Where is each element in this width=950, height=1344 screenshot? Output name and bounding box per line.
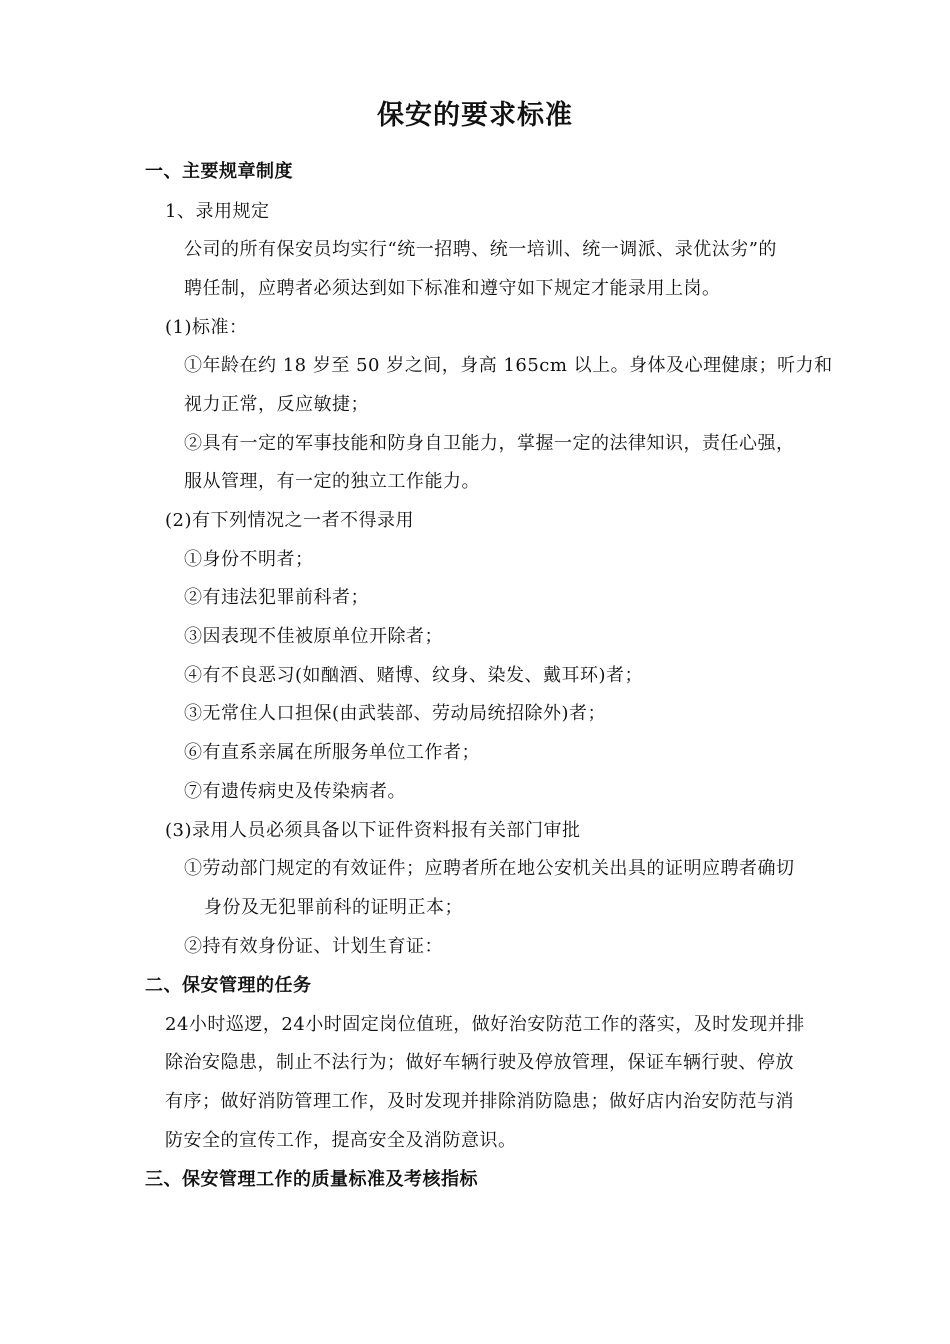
clause-label: (2)有下列情况之一者不得录用	[165, 510, 414, 531]
section-heading-2: 二、保安管理的任务	[145, 975, 312, 996]
paragraph-line: 防安全的宣传工作，提高安全及消防意识。	[165, 1130, 517, 1151]
list-item: ②有违法犯罪前科者；	[184, 587, 369, 608]
list-item-continuation: 服从管理，有一定的独立工作能力。	[184, 471, 480, 492]
list-item: ③因表现不佳被原单位开除者；	[184, 626, 443, 647]
clause-label: (3)录用人员必须具备以下证件资料报有关部门审批	[165, 820, 581, 841]
list-item: ⑦有遗传病史及传染病者。	[184, 781, 406, 802]
paragraph-line: 24小时巡逻，24小时固定岗位值班，做好治安防范工作的落实，及时发现并排	[165, 1014, 805, 1035]
paragraph-line: 有序；做好消防管理工作，及时发现并排除消防隐患；做好店内治安防范与消	[165, 1091, 794, 1112]
subsection-heading: 1、录用规定	[165, 201, 270, 222]
list-item: ⑥有直系亲属在所服务单位工作者；	[184, 742, 480, 763]
list-item: ②具有一定的军事技能和防身自卫能力，掌握一定的法律知识，责任心强，	[184, 433, 795, 454]
list-item: ④有不良恶习(如酗酒、赌博、纹身、染发、戴耳环)者；	[184, 665, 644, 686]
paragraph-line: 除治安隐患，制止不法行为；做好车辆行驶及停放管理，保证车辆行驶、停放	[165, 1052, 794, 1073]
list-item: ①劳动部门规定的有效证件；应聘者所在地公安机关出具的证明应聘者确切	[184, 858, 795, 879]
list-item-continuation: 身份及无犯罪前科的证明正本；	[204, 897, 463, 918]
list-item: ①年龄在约 18 岁至 50 岁之间，身高 165cm 以上。身体及心理健康；听力和	[184, 355, 833, 376]
list-item: ①身份不明者；	[184, 549, 314, 570]
section-heading-1: 一、主要规章制度	[145, 161, 293, 182]
paragraph-line: 聘任制，应聘者必须达到如下标准和遵守如下规定才能录用上岗。	[184, 278, 721, 299]
list-item-continuation: 视力正常，反应敏捷；	[184, 394, 369, 415]
list-item: ③无常住人口担保(由武装部、劳动局统招除外)者；	[184, 703, 607, 724]
paragraph-line: 公司的所有保安员均实行“统一招聘、统一培训、统一调派、录优汰劣”的	[184, 239, 777, 260]
section-heading-3: 三、保安管理工作的质量标准及考核指标	[145, 1169, 478, 1190]
list-item: ②持有效身份证、计划生育证：	[184, 936, 443, 957]
clause-label: (1)标准：	[165, 317, 248, 338]
document-title: 保安的要求标准	[377, 100, 573, 131]
